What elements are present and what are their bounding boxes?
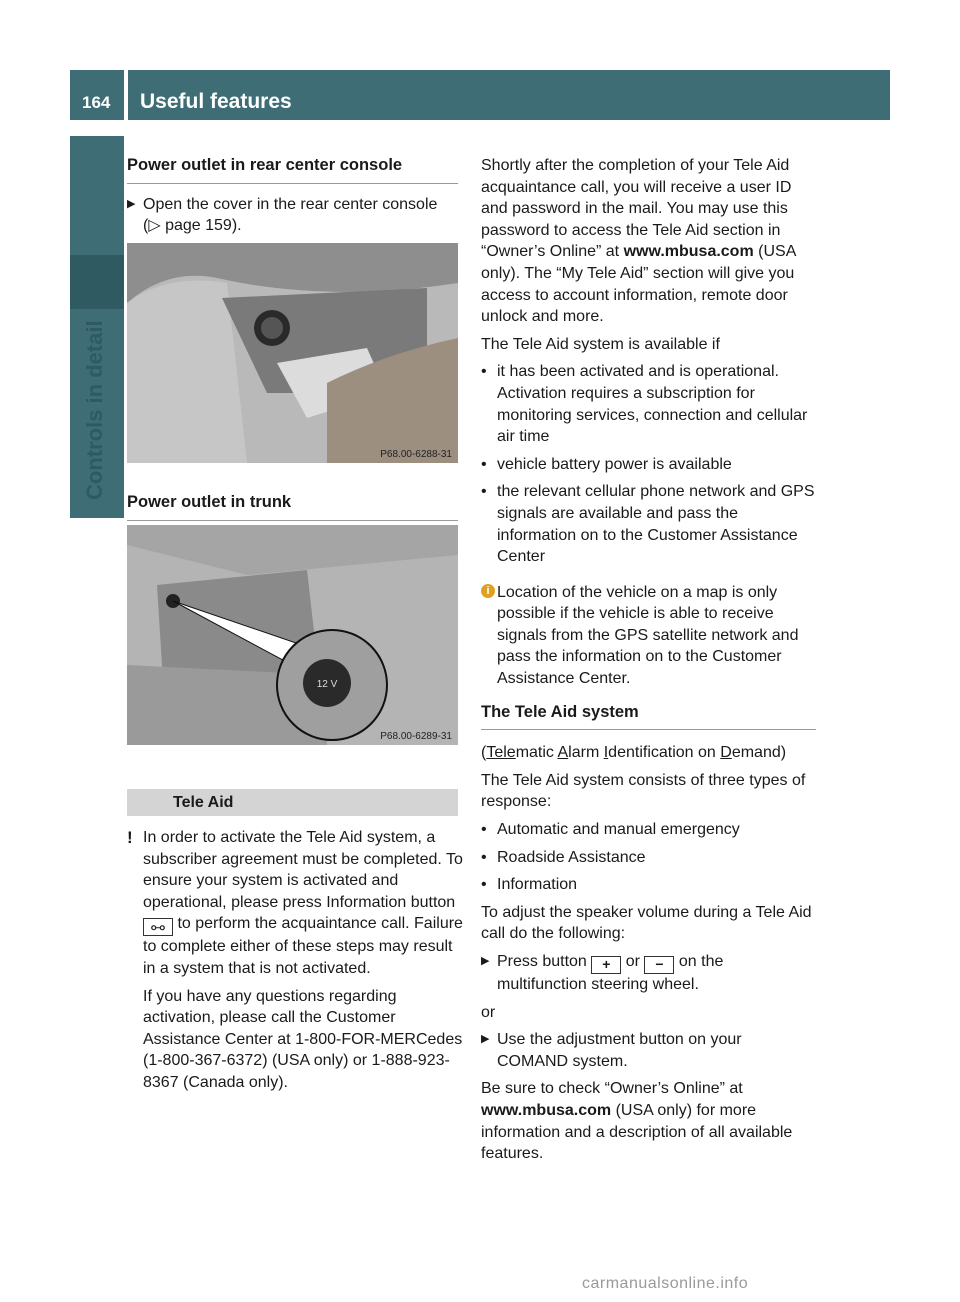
paragraph: The Tele Aid system is available if [481, 335, 720, 353]
paragraph [481, 1078, 816, 1164]
side-label: Controls in detail [82, 320, 107, 500]
section-trunk [127, 492, 458, 521]
warning-note [127, 827, 463, 980]
section-title: The Tele Aid system [481, 702, 816, 731]
list-item-text: the relevant cellular phone network and GPS signals are available and pass the information on to the Customer Assistance Center [497, 483, 815, 566]
section-rear-console [127, 155, 458, 237]
step-arrow-icon: ▶ [481, 1033, 490, 1046]
bullet-icon: • [481, 363, 487, 381]
teleaid-heading: Tele Aid [127, 789, 458, 816]
acronym-part: D [720, 744, 732, 762]
list-item-text: it has been activated and is operational. Activation requires a subscription for monitoring services, connection and cellular air time [497, 363, 808, 446]
step-arrow-icon: ▶ [481, 955, 490, 967]
info-icon: i [481, 584, 495, 598]
bullet-icon: • [481, 821, 487, 839]
bullet-icon: • [481, 848, 487, 866]
acronym-line [481, 742, 816, 764]
url-link: www.mbusa.com [481, 1101, 612, 1119]
bullet-icon: • [481, 876, 487, 894]
information-button-icon: ⧟ [143, 918, 173, 936]
info-note [481, 582, 816, 690]
page-title: Useful features [128, 70, 890, 120]
list-item [481, 819, 816, 841]
step [481, 951, 816, 996]
step-text: Use the adjustment button on your COMAND system. [497, 1031, 742, 1070]
list-item [481, 361, 816, 447]
acronym-part: I [603, 744, 609, 762]
list-item [481, 481, 816, 567]
acronym-part: ( [481, 744, 487, 762]
acronym-part: A [557, 744, 569, 762]
right-column [481, 155, 816, 1165]
url-link: www.mbusa.com [623, 243, 754, 261]
list-item-text: Roadside Assistance [497, 848, 646, 866]
acronym-part: Tele [486, 744, 516, 762]
photo-rear-console-outlet [127, 243, 458, 463]
page-number: 164 [70, 70, 124, 120]
bullet-icon: • [481, 455, 487, 473]
or-text: or [481, 1003, 496, 1021]
warning-text-a: In order to activate the Tele Aid system, a subscriber agreement must be completed. To ensure your system is activated and operational, please press Information button [143, 829, 463, 911]
paragraph-text: (USA only) for more information and a description of all available features. [481, 1101, 793, 1163]
photo-code: P68.00-6289-31 [380, 731, 452, 742]
info-text: Location of the vehicle on a map is only possible if the vehicle is able to receive signals from the GPS satellite network and pass the information on to the Customer Assistance Center. [497, 583, 799, 688]
step-text: or [625, 953, 640, 970]
step-text: Open the cover in the rear center console (▷ page 159). [143, 195, 438, 235]
acronym-part: larm [568, 744, 604, 762]
list-item-text: Information [497, 876, 578, 894]
list-item-text: vehicle battery power is available [497, 455, 732, 473]
minus-button-icon: − [644, 956, 674, 974]
paragraph-text: (USA only). The “My Tele Aid” section will give you access to account information, remote door unlock and more. [481, 243, 796, 326]
socket-label: 12 V [316, 679, 338, 690]
paragraph: The Tele Aid system consists of three types of response: [481, 771, 806, 811]
paragraph-text: Shortly after the completion of your Tele Aid acquaintance call, you will receive a user ID and password in the mail. You may use this password to access the Tele Aid section in “Owner’s Online” at [481, 157, 792, 261]
paragraph: To adjust the speaker volume during a Tele Aid call do the following: [481, 903, 812, 943]
section-title: Power outlet in trunk [127, 492, 458, 521]
step-arrow-icon: ▶ [127, 197, 136, 210]
step [127, 194, 458, 237]
warning-text-b: to perform the acquaintance call. Failure to complete either of these steps may result in a system that is not activated. [143, 915, 463, 977]
photo-trunk-outlet [127, 525, 458, 745]
photo-code: P68.00-6288-31 [380, 449, 452, 460]
section-title: Power outlet in rear center console [127, 155, 458, 184]
bullet-icon: • [481, 483, 487, 501]
list-item [481, 874, 816, 896]
warning-icon: ! [127, 828, 133, 847]
step-text: Press button [497, 953, 587, 970]
paragraph-text: Be sure to check “Owner’s Online” at [481, 1080, 743, 1098]
teleaid-left-text [127, 827, 463, 1094]
acronym-part: dentification on [608, 744, 721, 762]
list-item-text: Automatic and manual emergency [497, 821, 740, 839]
step [481, 1029, 816, 1072]
acronym-part: matic [515, 744, 558, 762]
list-item [481, 847, 816, 869]
questions-paragraph: If you have any questions regarding activation, please call the Customer Assistance Center at 1-800-FOR-MERCedes (1-800-367-6372) (USA only) or 1-888-923-8367 (Canada only). [143, 987, 463, 1091]
step-text: on the multifunction steering wheel. [497, 953, 724, 993]
plus-button-icon: + [591, 956, 621, 974]
acronym-part: emand) [731, 744, 787, 762]
list-item [481, 454, 816, 476]
watermark: carmanualsonline.info [582, 1275, 749, 1292]
paragraph [481, 155, 816, 328]
